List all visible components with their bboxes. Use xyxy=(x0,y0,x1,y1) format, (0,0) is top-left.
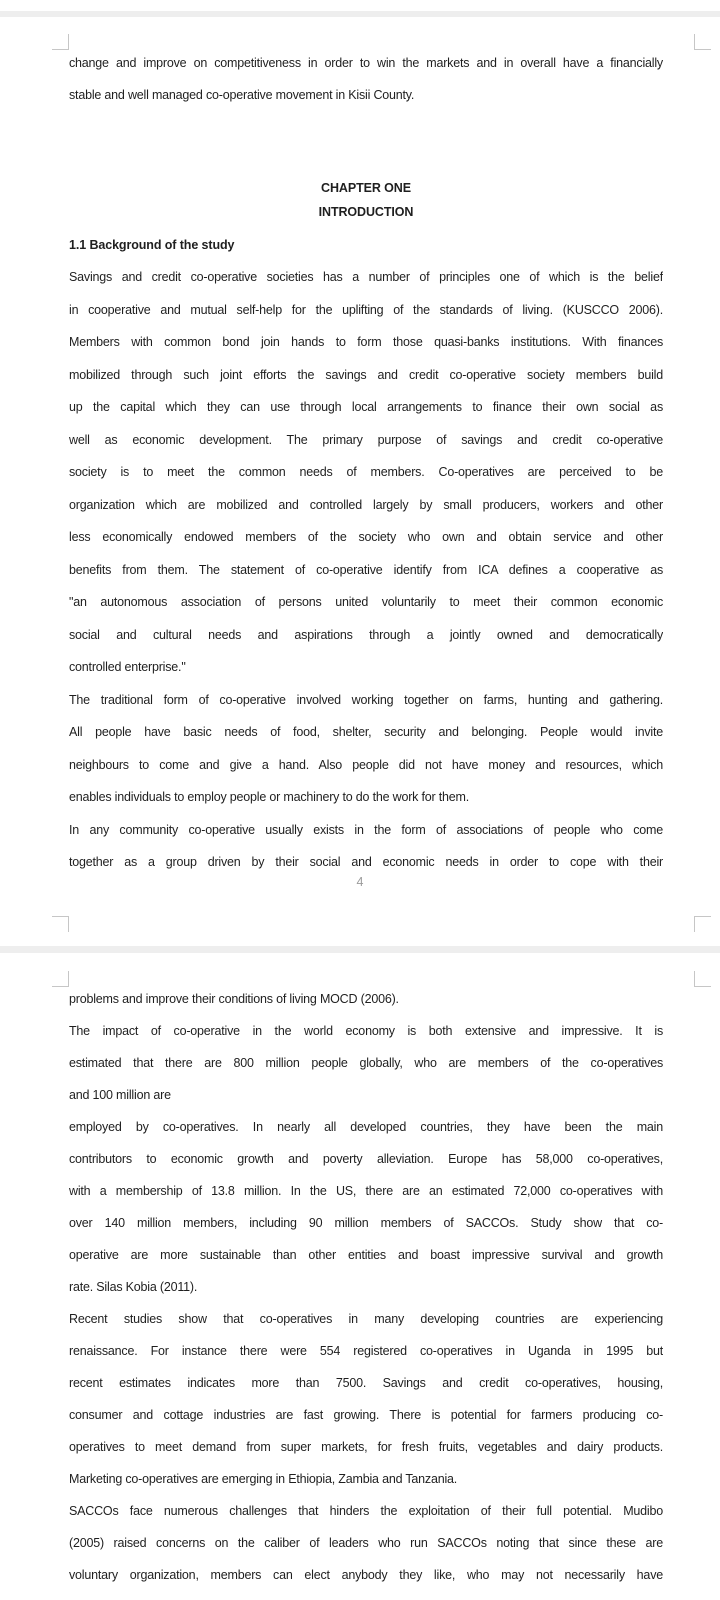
text-line: up the capital which they can use through local arrangements to finance their own social as xyxy=(69,400,663,414)
text-line: operative are more sustainable than other entities and boast impressive survival and growth xyxy=(69,1248,663,1262)
text-line: Marketing co-operatives are emerging in Ethiopia, Zambia and Tanzania. xyxy=(69,1472,458,1486)
text-line: over 140 million members, including 90 million members of SACCOs. Study show that co- xyxy=(69,1216,663,1230)
text-line: in cooperative and mutual self-help for the uplifting of the standards of living. (KUSCCO 2006). xyxy=(69,302,663,317)
text-line: (2005) raised concerns on the caliber of leaders who run SACCOs noting that since these are xyxy=(69,1536,663,1550)
text-line: The traditional form of co-operative involved working together on farms, hunting and gathering. xyxy=(69,692,663,707)
text-line: with a membership of 13.8 million. In the US, there are an estimated 72,000 co-operatives with xyxy=(69,1184,663,1198)
text-line: SACCOs face numerous challenges that hinders the exploitation of their full potential. Mudibo xyxy=(69,1504,663,1518)
text-line: The impact of co-operative in the world economy is both extensive and impressive. It is xyxy=(69,1024,663,1038)
text-line: Recent studies show that co-operatives in many developing countries are experiencing xyxy=(69,1312,663,1326)
margin-corner-bottom-left-icon xyxy=(52,916,69,932)
text-line: employed by co-operatives. In nearly all developed countries, they have been the main xyxy=(69,1120,663,1134)
text-line: change and improve on competitiveness in order to win the markets and in overall have a financially xyxy=(69,56,663,70)
chapter-subheading: INTRODUCTION xyxy=(318,205,414,219)
page-gap xyxy=(0,946,720,953)
text-line: society is to meet the common needs of members. Co-operatives are perceived to be xyxy=(69,465,663,479)
text-line: voluntary organization, members can elect anybody they like, who may not necessarily have xyxy=(69,1568,663,1582)
margin-corner-bottom-right-icon xyxy=(694,916,711,932)
text-line: well as economic development. The primary purpose of savings and credit co-operative xyxy=(69,432,663,447)
text-line: contributors to economic growth and poverty alleviation. Europe has 58,000 co-operatives, xyxy=(69,1152,663,1166)
page-5-body-text xyxy=(69,983,663,1591)
chapter-heading: CHAPTER ONE xyxy=(321,181,411,195)
page-4-body-text xyxy=(69,261,663,879)
text-line: controlled enterprise." xyxy=(69,660,186,674)
margin-corner-top-right-icon xyxy=(694,34,711,50)
text-line: and 100 million are xyxy=(69,1088,171,1102)
page-gap xyxy=(0,11,720,17)
margin-corner-top-left-icon xyxy=(52,971,69,987)
text-line: stable and well managed co-operative movement in Kisii County. xyxy=(69,88,415,102)
text-line: neighbours to come and give a hand. Also people did not have money and resources, which xyxy=(69,757,663,772)
margin-corner-top-left-icon xyxy=(52,34,69,50)
text-line: Members with common bond join hands to form those quasi-banks institutions. With finances xyxy=(69,335,663,349)
paragraph-continuation xyxy=(69,47,663,111)
text-line: rate. Silas Kobia (2011). xyxy=(69,1280,198,1294)
text-line: together as a group driven by their social and economic needs in order to cope with their xyxy=(69,855,663,869)
text-line: benefits from them. The statement of co-operative identify from ICA defines a cooperative as xyxy=(69,562,663,577)
text-line: enables individuals to employ people or machinery to do the work for them. xyxy=(69,790,470,804)
text-line: consumer and cottage industries are fast growing. There is potential for farmers producing co- xyxy=(69,1408,663,1422)
text-line: less economically endowed members of the society who own and obtain service and other xyxy=(69,530,663,544)
text-line: problems and improve their conditions of living MOCD (2006). xyxy=(69,992,399,1006)
text-line: social and cultural needs and aspirations through a jointly owned and democratically xyxy=(69,627,663,642)
text-line: organization which are mobilized and controlled largely by small producers, workers and other xyxy=(69,497,663,512)
text-line: renaissance. For instance there were 554 registered co-operatives in Uganda in 1995 but xyxy=(69,1344,663,1358)
text-line: operatives to meet demand from super markets, for fresh fruits, vegetables and dairy products. xyxy=(69,1440,663,1454)
text-line: estimated that there are 800 million people globally, who are members of the co-operatives xyxy=(69,1056,663,1070)
text-line: In any community co-operative usually exists in the form of associations of people who come xyxy=(69,822,663,837)
text-line: Savings and credit co-operative societies has a number of principles one of which is the belief xyxy=(69,270,663,284)
text-line: All people have basic needs of food, shelter, security and belonging. People would invite xyxy=(69,725,663,739)
margin-corner-top-right-icon xyxy=(694,971,711,987)
page-number: 4 xyxy=(356,875,364,889)
text-line: "an autonomous association of persons united voluntarily to meet their common economic xyxy=(69,595,663,609)
text-line: mobilized through such joint efforts the savings and credit co-operative society members build xyxy=(69,367,663,382)
text-line: recent estimates indicates more than 7500. Savings and credit co-operatives, housing, xyxy=(69,1376,663,1390)
section-heading: 1.1 Background of the study xyxy=(69,238,235,252)
